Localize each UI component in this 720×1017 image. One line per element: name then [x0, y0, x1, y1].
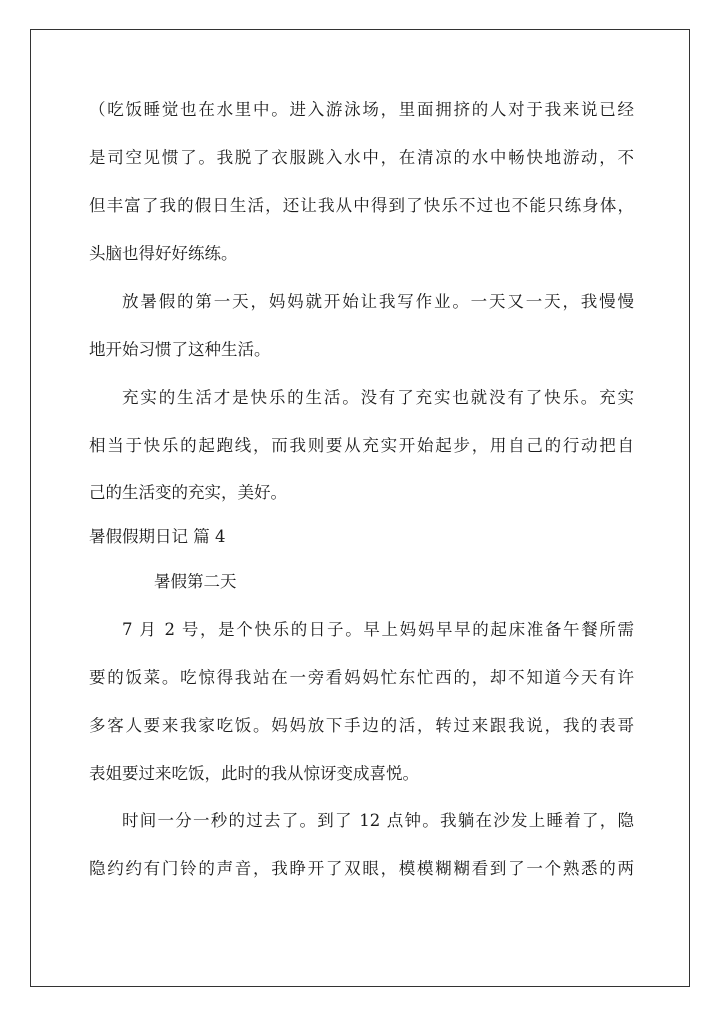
paragraph-line: 7 月 2 号，是个快乐的日子。早上妈妈早早的起床准备午餐所需 — [122, 620, 634, 639]
page-border — [30, 29, 690, 987]
paragraph-line: 放暑假的第一天，妈妈就开始让我写作业。一天又一天，我慢慢 — [122, 292, 634, 311]
paragraph-line: 充实的生活才是快乐的生活。没有了充实也就没有了快乐。充实 — [122, 388, 634, 407]
section-heading: 暑假假期日记 篇 4 — [89, 527, 226, 546]
paragraph-line: 时间一分一秒的过去了。到了 12 点钟。我躺在沙发上睡着了，隐 — [122, 811, 634, 830]
paragraph-line: 但丰富了我的假日生活，还让我从中得到了快乐不过也不能只练身体， — [89, 196, 634, 215]
paragraph-line: 隐约约有门铃的声音，我睁开了双眼，模模糊糊看到了一个熟悉的两 — [89, 859, 634, 878]
paragraph-line: 是司空见惯了。我脱了衣服跳入水中，在清凉的水中畅快地游动，不 — [89, 148, 634, 167]
paragraph-line: 己的生活变的充实，美好。 — [89, 483, 287, 502]
paragraph-line: 表姐要过来吃饭，此时的我从惊讶变成喜悦。 — [89, 764, 419, 783]
paragraph-line: 头脑也得好好练练。 — [89, 244, 238, 263]
paragraph-line: 多客人要来我家吃饭。妈妈放下手边的活，转过来跟我说，我的表哥 — [89, 716, 634, 735]
paragraph-line: 地开始习惯了这种生活。 — [89, 340, 271, 359]
paragraph-line: 要的饭菜。吃惊得我站在一旁看妈妈忙东忙西的，却不知道今天有许 — [89, 668, 634, 687]
paragraph-line: （吃饭睡觉也在水里中。进入游泳场，里面拥挤的人对于我来说已经 — [89, 100, 634, 119]
paragraph-line: 相当于快乐的起跑线，而我则要从充实开始起步，用自己的行动把自 — [89, 436, 634, 455]
entry-title: 暑假第二天 — [154, 572, 237, 591]
